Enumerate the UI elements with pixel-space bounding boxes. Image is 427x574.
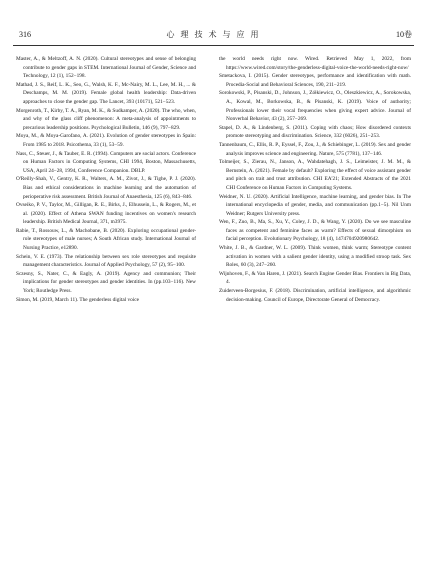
- reference-entry: White, J. B., & Gardner, W. L. (2009). Think women, think warm; Stereotype content activation in women with a salient gender identity, using a modified stroop task. Sex Roles, 60 (3), 247−260.: [219, 245, 411, 269]
- reference-entry: Weidner, N. U. (2020). Artificial Intelligence, machine learning, and gender bias. In The international encyclopedia of gender, media, and communication (pp.1−5). Nil Unm Weidner; Rutgers University press.: [219, 193, 411, 217]
- reference-entry: Wijnhoven, F., & Van Haren, J. (2021). Search Engine Gender Bias. Frontiers in Big Data, 4.: [219, 270, 411, 286]
- reference-entry: Simon, M. (2019, March 11). The genderless digital voice: [16, 296, 139, 303]
- reference-entry: Zuiderveen-Borgesius, F. (2018). Discrimination, artificial intelligence, and algorithmic decision-making. Council of Europe, Directorate General of Democracy.: [219, 288, 411, 303]
- reference-entry: Nass, C., Steuer, J., & Tauber, E. R. (1994). Computers are social actors. Conference on Human Factors in Computing Systems, CHI 1994, Boston, Massachusetts, USA, April 24−28, 1994, Conference Companion. DBLP.: [16, 150, 196, 174]
- reference-entry: Stapel, D. A., & Lindenberg, S. (2011). Coping with chaos; How disordered contexts promote stereotyping and discrimination. Science, 332 (6026), 251−253.: [219, 124, 411, 140]
- journal-title: 心 理 技 术 与 应 用: [166, 30, 261, 39]
- reference-entry: Tannenbaum, C., Ellis, R. P., Eyssel, F., Zou, J., & Schiebinger, L. (2019). Sex and gender analysis improves science and engineering. Nature, 575 (7781), 137−146.: [219, 141, 411, 157]
- reference-entry: Morgenroth, T., Kirby, T. A., Ryan, M. K., & Sudkamper, A. (2020). The who, when, and why of the glass cliff phenomenon: A meta-analysis of appointments to precarious leadership positions. Psychological Bulletin, 146 (9), 797−829.: [16, 107, 196, 131]
- reference-entry: the world needs right now. Wired. Retrieved May 1, 2022, from https://www.wired.com/story/the-genderless-digital-voice-the-world-needs-right-now/: [219, 56, 411, 71]
- references-left-column: [16, 55, 196, 304]
- reference-entry: Smetackova, I. (2015). Gender stereotypes, performance and identification with math. Procedia-Social and Behavioral Sciences, 190, 211−219.: [219, 73, 411, 88]
- header-rule: [13, 45, 414, 46]
- page-number: 316: [19, 30, 31, 39]
- reference-entry: Schein, V. E. (1973). The relationship between sex role stereotypes and requisite management characteristics. Journal of Applied Psychology, 57 (2), 95−100.: [16, 253, 196, 269]
- running-header: [13, 28, 414, 42]
- reference-entry: Mathad, J. S., Reif, L. K., Seo, G., Walsh, K. F., Mc-Nairy, M. L., Lee, M. H., ... & Deschamps, M. M. (2019). Female global health leadership: Data-driven approaches to close the gender gap. The Lancet, 393 (10171), 521−523.: [16, 81, 196, 105]
- reference-entry: Tolmeijer, S., Zierau, N., Janson, A., Wahdatehagh, J. S., Leimeister, J. M. M., & Bernstein, A. (2021). Female by default? Exploring the effect of voice assistant gender and pitch on trait and trust attribution. CHI EA'21; Extended Abstracts of the 2021 CHI Conference on Human Factors in Computing Systems.: [219, 159, 411, 191]
- reference-entry: Rabie, T., Rossouw, L., & Machobane, B. (2020). Exploring occupational gender-role stereotypes of male nurses; A South African study. International Journal of Nursing Practice, e12890.: [16, 227, 196, 252]
- reference-entry: O'Reilly-Shah, V., Gentry, K. R., Walters, A. M., Zivot, J., & Tighe, P. J. (2020). Bias and ethical considerations in machine learning and the automation of perioperative risk assessment. British Journal of Anaesthesia, 125 (6), 843−846.: [16, 176, 196, 200]
- reference-entry: Sorokowski, P., Pisanski, D., Johnson, J., Zółkiewicz, O., Oleszkiewicz, A., Sorokowska, A., Kowal, M., Borkowska, B., & Pisanski, K. (2019). Voice of authority; Professionals lower their vocal frequencies when giving expert advice. Journal of Nonverbal Behavior, 43 (2), 257−269.: [219, 90, 411, 123]
- reference-entry: Wen, F., Zuo, B., Ma, S., Xu, Y., Coley, J. D., & Wang, Y. (2020). Do we see masculine faces as competent and feminine faces as warm? Effects of sexual dimorphism on facial perception. Evolutionary Psychology, 18 (4), 1474704920980642.: [219, 219, 411, 243]
- reference-entry: Ovseiko, P. V., Taylor, M., Gilligan, R. E., Birks, J., Elhussein, L., & Rogers, M., et al. (2020). Effect of Athena SWAN funding incentives on women's research leadership. British Medical Journal, 371, m3975.: [16, 202, 196, 226]
- reference-entry: Moya, M., & Moya-Garofano, A. (2021). Evolution of gender stereotypes in Spain: From 1985 to 2018. Psicothema, 33 (1), 53−59.: [16, 133, 196, 148]
- reference-entry: Master, A., & Meltzoff, A. N. (2020). Cultural stereotypes and sense of belonging contribute to gender gaps in STEM. International Journal of Gender, Science and Technology, 12 (1), 152−198.: [16, 56, 196, 80]
- reference-entry: Sczesny, S., Nater, C., & Eagly, A. (2019). Agency and communion; Their implications for gender stereotypes and gender identities. In (pp.103−116). New York; Routledge Press.: [16, 270, 196, 295]
- references-right-column: [219, 55, 411, 304]
- volume-label: 10卷: [396, 30, 412, 39]
